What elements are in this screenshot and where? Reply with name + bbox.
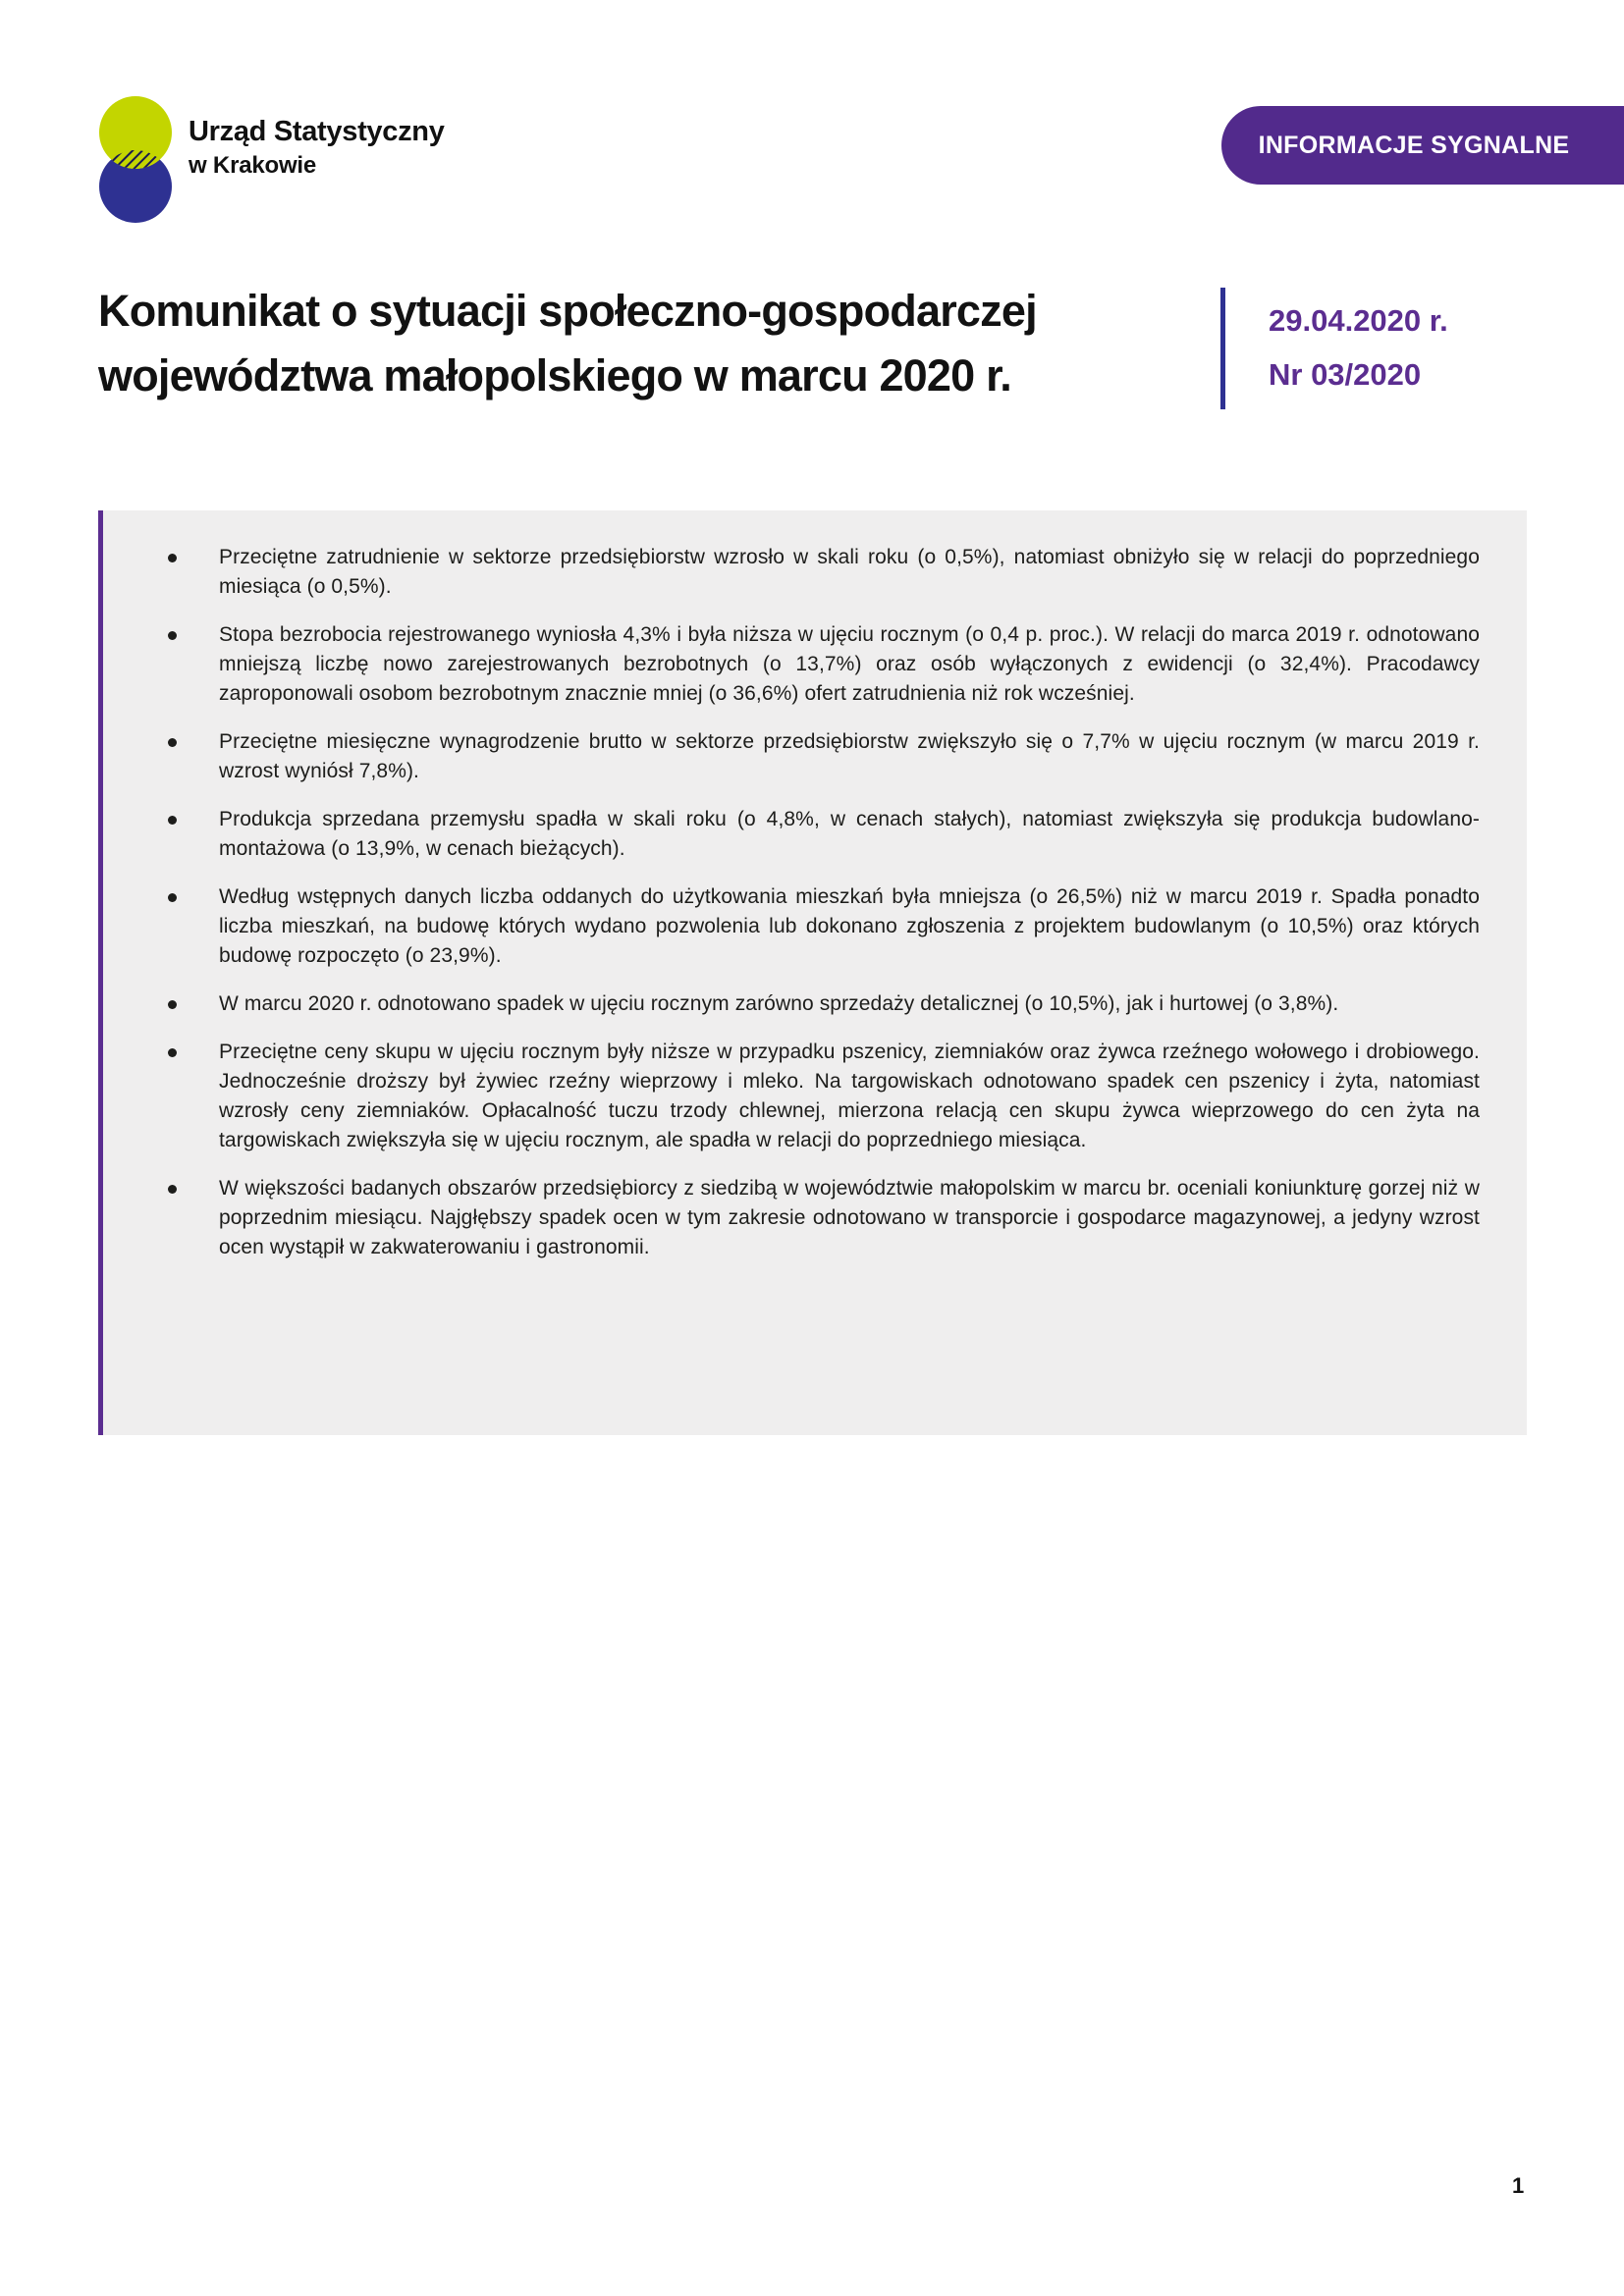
bullet-text: W większości badanych obszarów przedsiębiorcy z siedzibą w województwie małopolskim w marcu br. oceniali koniunkturę gorzej niż w poprzednim miesiącu. Najgłębszy spadek ocen w tym zakresie odnotowano w transporcie i gospodarce magazynowej, a jedyny wzrost ocen wystąpił w zakwaterowaniu i gastronomii. xyxy=(219,1177,1480,1258)
bullet-icon xyxy=(168,893,177,902)
list-item xyxy=(103,882,1527,971)
bullet-icon xyxy=(168,1185,177,1194)
summary-bullet-list xyxy=(103,543,1527,1262)
list-item xyxy=(103,543,1527,602)
page-title-line2: województwa małopolskiego w marcu 2020 r. xyxy=(98,350,1011,400)
bullet-text: Stopa bezrobocia rejestrowanego wyniosła 4,3% i była niższa w ujęciu rocznym (o 0,4 p. proc.). W relacji do marca 2019 r. odnotowano mniejszą liczbę nowo zarejestrowanych bezrobotnych (o 13,7%) oraz osób wyłączonych z ewidencji (o 32,4%). Pracodawcy zaproponowali osobom bezrobotnym znacznie mniej (o 36,6%) ofert zatrudnienia niż rok wcześniej. xyxy=(219,623,1480,705)
bullet-icon xyxy=(168,1048,177,1057)
office-name-line1: Urząd Statystyczny xyxy=(189,116,445,147)
bullet-text: Przeciętne ceny skupu w ujęciu rocznym były niższe w przypadku pszenicy, ziemniaków oraz żywca rzeźnego wołowego i drobiowego. Jednocześnie droższy był żywiec rzeźny wieprzowy i mleko. Na targowiskach odnotowano spadek cen pszenicy i żyta, natomiast wzrosły ceny ziemniaków. Opłacalność tuczu trzody chlewnej, mierzona relacją cen skupu żywca wieprzowego do cen żyta na targowiskach zwiększyła się w ujęciu rocznym, ale spadła w relacji do poprzedniego miesiąca. xyxy=(219,1041,1480,1151)
bullet-text: Według wstępnych danych liczba oddanych do użytkowania mieszkań była mniejsza (o 26,5%) niż w marcu 2019 r. Spadła ponadto liczba mieszkań, na budowę których wydano pozwolenia lub dokonano zgłoszenia z projektem budowlanym (o 10,5%) oraz których budowę rozpoczęto (o 23,9%). xyxy=(219,885,1480,967)
bullet-icon xyxy=(168,816,177,825)
bullet-text: Przeciętne miesięczne wynagrodzenie brutto w sektorze przedsiębiorstw zwiększyło się o 7,7% w ujęciu rocznym (w marcu 2019 r. wzrost wyniósł 7,8%). xyxy=(219,730,1480,782)
bullet-icon xyxy=(168,738,177,747)
list-item xyxy=(103,620,1527,709)
issue-meta-text xyxy=(1269,288,1448,409)
list-item xyxy=(103,1038,1527,1155)
logo-circles-icon xyxy=(98,96,173,224)
list-item xyxy=(103,1174,1527,1262)
bullet-icon xyxy=(168,631,177,640)
bullet-icon xyxy=(168,1000,177,1009)
page-number: 1 xyxy=(1512,2173,1525,2198)
office-logo xyxy=(98,96,173,229)
office-name-line2: w Krakowie xyxy=(189,152,317,179)
informacje-sygnalne-badge: INFORMACJE SYGNALNE xyxy=(1221,106,1624,185)
issue-number: Nr 03/2020 xyxy=(1269,357,1422,392)
list-item xyxy=(103,727,1527,786)
vertical-divider xyxy=(1220,288,1225,409)
issue-meta xyxy=(1220,288,1448,409)
bullet-icon xyxy=(168,554,177,562)
bullet-text: Przeciętne zatrudnienie w sektorze przedsiębiorstw wzrosło w skali roku (o 0,5%), natomiast obniżyło się w relacji do poprzedniego miesiąca (o 0,5%). xyxy=(219,546,1480,598)
bullet-text: W marcu 2020 r. odnotowano spadek w ujęciu rocznym zarówno sprzedaży detalicznej (o 10,5%), jak i hurtowej (o 3,8%). xyxy=(219,992,1339,1015)
bullet-text: Produkcja sprzedana przemysłu spadła w skali roku (o 4,8%, w cenach stałych), natomiast zwiększyła się produkcja budowlano-montażowa (o 13,9%, w cenach bieżących). xyxy=(219,808,1480,860)
page-title-line1: Komunikat o sytuacji społeczno-gospodarczej xyxy=(98,286,1037,336)
office-name xyxy=(189,118,445,178)
list-item xyxy=(103,805,1527,864)
page-title xyxy=(98,279,1198,408)
list-item xyxy=(103,989,1527,1019)
publication-date: 29.04.2020 r. xyxy=(1269,303,1448,338)
summary-box xyxy=(98,510,1527,1435)
